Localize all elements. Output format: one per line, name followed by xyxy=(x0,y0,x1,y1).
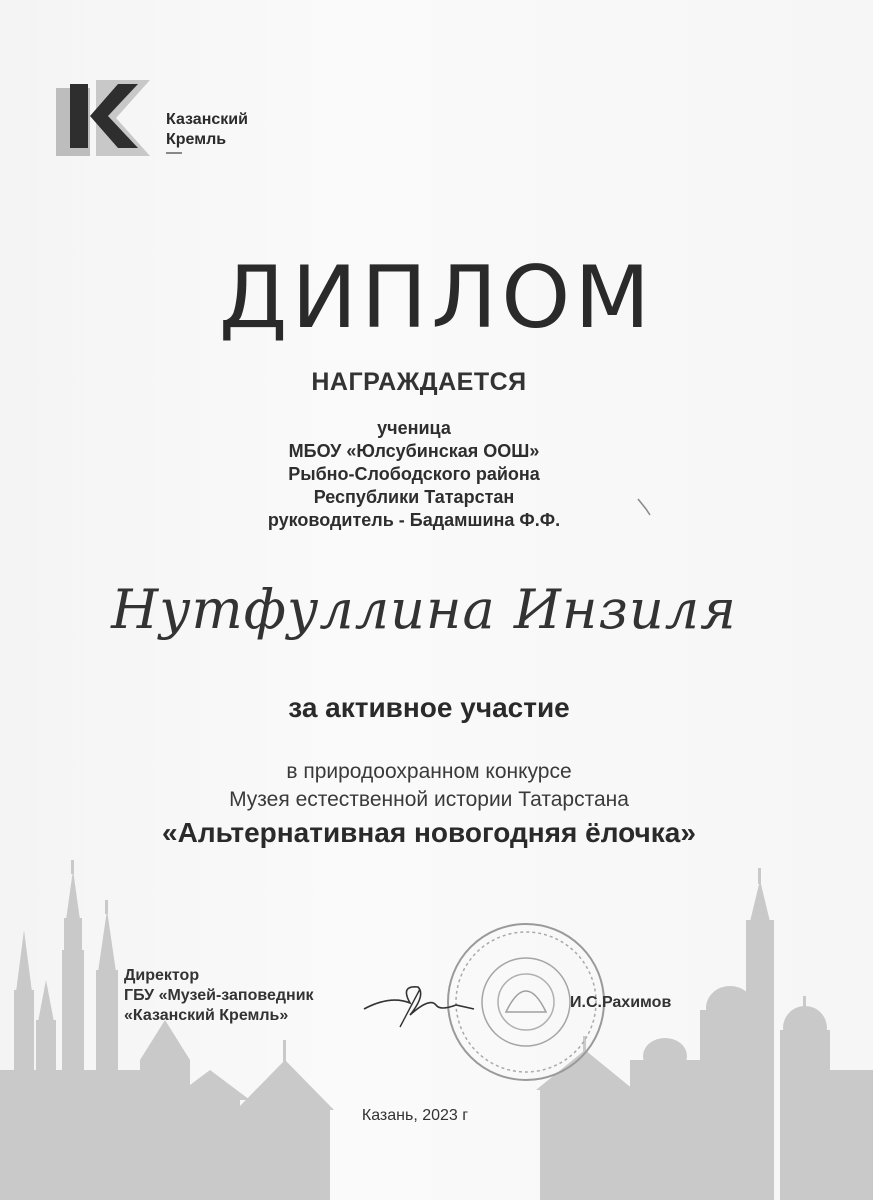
info-line: руководитель - Бадамшина Ф.Ф. xyxy=(267,510,561,530)
signer-name: И.С.Рахимов xyxy=(570,994,672,1011)
logo-underline xyxy=(166,152,182,154)
recipient-name: Нутфуллина Инзиля xyxy=(111,578,737,641)
info-line: Республики Татарстан xyxy=(313,487,515,507)
contest-line: Музея естественной истории Татарстана xyxy=(229,788,629,811)
contest-line: в природоохранном конкурсе xyxy=(286,760,572,783)
kazan-kremlin-logo-icon xyxy=(56,80,156,156)
director-line: ГБУ «Музей-заповедник xyxy=(124,987,314,1004)
logo-line-1: Казанский xyxy=(166,111,248,128)
award-reason: за активное участие xyxy=(288,692,570,723)
awarded-heading: НАГРАЖДАЕТСЯ xyxy=(311,368,527,396)
recipient-info xyxy=(0,417,828,532)
info-line: ученица xyxy=(377,418,451,438)
signature-icon xyxy=(360,975,480,1035)
logo-wordmark xyxy=(166,110,248,150)
director-line: Директор xyxy=(124,967,200,984)
logo-line-2: Кремль xyxy=(166,131,227,148)
contest-name: «Альтернативная новогодняя ёлочка» xyxy=(162,817,696,848)
contest-description xyxy=(0,758,858,814)
info-line: МБОУ «Юлсубинская ООШ» xyxy=(288,441,540,461)
scan-speck-icon xyxy=(636,497,654,517)
diploma-title: ДИПЛОМ xyxy=(218,248,655,348)
info-line: Рыбно-Слободского района xyxy=(288,464,540,484)
director-title xyxy=(124,966,314,1026)
place-year: Казань, 2023 г xyxy=(361,1107,469,1124)
director-line: «Казанский Кремль» xyxy=(124,1007,289,1024)
